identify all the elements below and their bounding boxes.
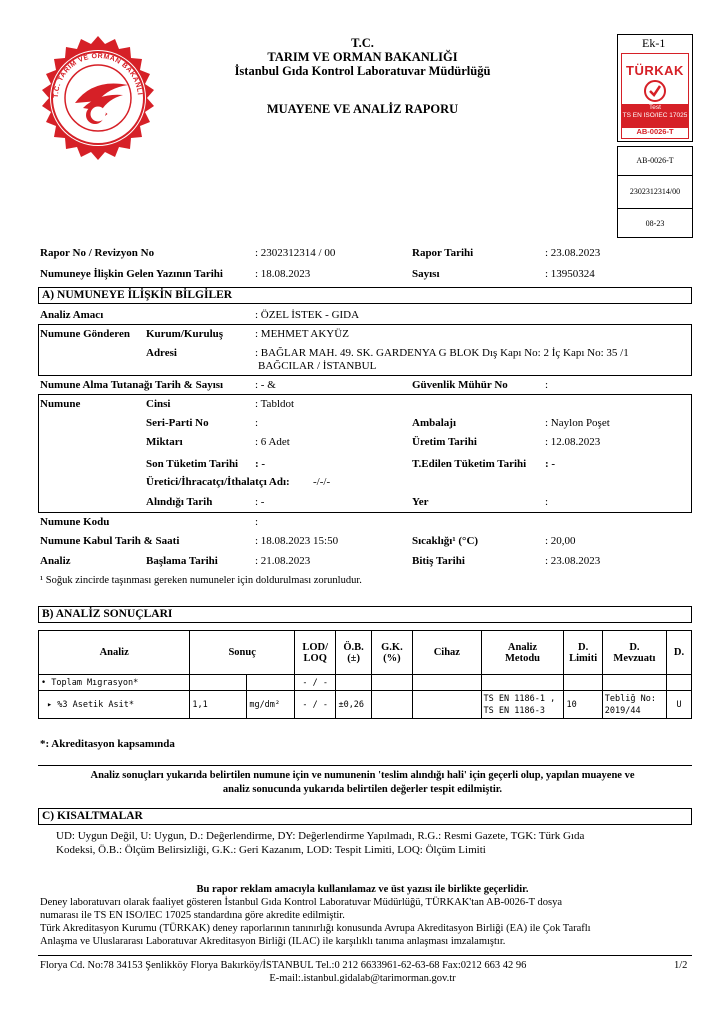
accreditation-box [617, 146, 693, 238]
col-gk: G.K. (%) [371, 631, 412, 675]
kabul: : 18.08.2023 15:50 [255, 535, 339, 547]
svg-text:T.C. TARIM VE ORMAN BAKANLIĞI: T.C. TARIM VE ORMAN BAKANLI [52, 52, 143, 99]
report-title: MUAYENE VE ANALİZ RAPORU [266, 102, 459, 116]
kurum-label: Kurum/Kuruluş [146, 328, 224, 340]
bitis-label: Bitiş Tarihi [412, 555, 465, 567]
footer-email: E-mail:.istanbul.gidalab@tarimorman.gov.tr [269, 973, 456, 984]
numune-box [38, 394, 692, 513]
row-gk [371, 691, 412, 719]
accred-date: 08-23 [645, 219, 665, 228]
t-edilen-label: T.Edilen Tüketim Tarihi [412, 458, 527, 470]
miktar: : 6 Adet [255, 436, 290, 448]
akreditasyon-note: *: Akreditasyon kapsamında [40, 738, 175, 750]
accred-report: 2302312314/00 [618, 176, 692, 209]
analiz-amaci-label: Analiz Amacı [40, 309, 104, 321]
row-mevzuat: Tebliğ No: 2019/44 [602, 691, 666, 719]
baslama-label: Başlama Tarihi [146, 555, 218, 567]
kisaltmalar-line1: UD: Uygun Değil, U: Uygun, D.: Değerlendirme, DY: Değerlendirme Yapılmadı, R.G.: Resmi Gazete, TGK: Türk Gıda [56, 830, 585, 842]
alma: : - & [255, 379, 276, 391]
analiz-amaci: : ÖZEL İSTEK - GIDA [255, 309, 360, 321]
col-mevzuat: D. Mevzuatı [602, 631, 666, 675]
baslama: : 21.08.2023 [255, 555, 311, 567]
kodu: : [255, 516, 259, 528]
adres-line2: BAĞCILAR / İSTANBUL [258, 360, 377, 372]
uretici-label: Üretici/İhracatçı/İthalatçı Adı: [146, 476, 290, 488]
son-tuketim: : - [255, 458, 266, 470]
table-row [39, 675, 692, 691]
row-cihaz [413, 691, 481, 719]
seri: : [255, 417, 259, 429]
son-tuketim-label: Son Tüketim Tarihi [146, 458, 239, 470]
statement-box [38, 765, 692, 766]
row-gk [371, 675, 412, 691]
analiz-label: Analiz [40, 555, 71, 567]
header-lab: İstanbul Gıda Kontrol Laboratuvar Müdürlüğü [234, 64, 491, 78]
ek-label: Ek-1 [642, 36, 666, 50]
disclaimer-line2: numarası ile TS EN ISO/IEC 17025 standardına göre akredite edilmiştir. [40, 910, 345, 921]
turkak-std: TS EN ISO/IEC 17025 [622, 112, 688, 119]
sicaklik-label: Sıcaklığı¹ (°C) [412, 535, 479, 547]
cinsi-label: Cinsi [146, 398, 171, 410]
row-metod [481, 675, 564, 691]
row-lod: - / - [295, 691, 336, 719]
alindigi: : - [255, 496, 265, 508]
accred-code: AB-0026-T [618, 147, 692, 176]
row-mevzuat [602, 675, 666, 691]
kabul-label: Numune Kabul Tarih & Saati [40, 535, 180, 547]
row-birim: mg/dm² [247, 691, 295, 719]
alindigi-label: Alındığı Tarih [146, 496, 213, 508]
rapor-no: : 2302312314 / 00 [255, 247, 336, 259]
numune-label: Numune [40, 398, 81, 410]
kurum: : MEHMET AKYÜZ [255, 328, 349, 340]
sicaklik: : 20,00 [545, 535, 576, 547]
alma-label: Numune Alma Tutanağı Tarih & Sayısı [40, 379, 224, 391]
adres-line1: : BAĞLAR MAH. 49. SK. GARDENYA G BLOK Dış Kapı No: 2 İç Kapı No: 35 /1 [255, 347, 629, 359]
row-birim [247, 675, 295, 691]
row-sonuc [190, 675, 247, 691]
adres-label: Adresi [146, 347, 177, 359]
muhur-label: Güvenlik Mühür No [412, 379, 508, 391]
seri-label: Seri-Parti No [146, 417, 209, 429]
uretim: : 12.08.2023 [545, 436, 601, 448]
col-analiz: Analiz [39, 631, 190, 675]
disclaimer-line3: Türk Akreditasyon Kurumu (TÜRKAK) deney raporlarının tanınırlığı konusunda Avrupa Akreditasyon Birliği (EA) ile Çok Taraflı [40, 923, 591, 934]
yer: : [545, 496, 549, 508]
row-analiz: • Toplam Mıgrasyon* [39, 675, 190, 691]
row-limit [564, 675, 602, 691]
section-c-title: C) KISALTMALAR [38, 808, 692, 825]
header-ministry: TARIM VE ORMAN BAKANLIĞI [267, 50, 458, 64]
checkmark-icon [643, 80, 667, 107]
yazi-tarihi-label: Numuneye İlişkin Gelen Yazının Tarihi [40, 268, 223, 280]
sayisi-label: Sayısı [412, 268, 440, 280]
row-d: U [667, 691, 692, 719]
rapor-tarihi-label: Rapor Tarihi [412, 247, 474, 259]
footnote-soguk-zincir: ¹ Soğuk zincirde taşınması gereken numuneler için doldurulması zorunludur. [40, 575, 362, 586]
statement-line2: analiz sonucunda yukarıda belirtilen değerler tespit edilmiştir. [222, 784, 503, 795]
t-edilen: : - [545, 458, 556, 470]
col-cihaz: Cihaz [413, 631, 481, 675]
turkak-logo [617, 34, 693, 142]
col-lod: LOD/ LOQ [295, 631, 336, 675]
row-d [667, 675, 692, 691]
turkak-code: AB-0026-T [636, 127, 674, 136]
rapor-no-label: Rapor No / Revizyon No [40, 247, 155, 259]
row-ob [336, 675, 371, 691]
disclaimer-line1: Deney laboratuvarı olarak faaliyet gösteren İstanbul Gıda Kontrol Laboratuvar Müdürlüğü, TÜRKAK'tan AB-0026-T dosya [40, 897, 562, 908]
row-lod: - / - [295, 675, 336, 691]
sayisi: : 13950324 [545, 268, 595, 280]
col-sonuc: Sonuç [190, 631, 295, 675]
turkak-test: Test [649, 104, 661, 111]
yer-label: Yer [412, 496, 429, 508]
table-row [39, 691, 692, 719]
disclaimer-line4: Anlaşma ve Uluslararası Laboratuvar Akreditasyon Birliği (ILAC) ile karşılıklı tanıma anlaşması imzalamıştır. [40, 936, 506, 947]
row-sonuc: 1,1 [190, 691, 247, 719]
statement-line1: Analiz sonuçları yukarıda belirtilen numune için ve numunenin 'teslim alındığı hali' için geçerli olup, yapılan muayene ve [90, 770, 635, 781]
uretim-label: Üretim Tarihi [412, 436, 477, 448]
header-tc: T.C. [351, 36, 374, 50]
section-a-title: A) NUMUNEYE İLİŞKİN BİLGİLER [38, 287, 692, 304]
turkak-wordmark: TÜRKAK [626, 63, 684, 78]
ambalaj: : Naylon Poşet [545, 417, 610, 429]
gonderen-label: Numune Gönderen [40, 328, 130, 340]
bitis: : 23.08.2023 [545, 555, 601, 567]
row-metod: TS EN 1186-1 , TS EN 1186-3 [481, 691, 564, 719]
yazi-tarihi: : 18.08.2023 [255, 268, 311, 280]
row-analiz: ▸ %3 Asetik Asit* [39, 691, 190, 719]
rapor-tarihi: : 23.08.2023 [545, 247, 601, 259]
col-limit: D. Limiti [564, 631, 602, 675]
col-d: D. [667, 631, 692, 675]
footer-divider [38, 955, 692, 956]
miktar-label: Miktarı [146, 436, 183, 448]
ambalaj-label: Ambalajı [412, 417, 456, 429]
uretici: -/-/- [313, 476, 331, 488]
cinsi: : Tabldot [255, 398, 295, 410]
muhur: : [545, 379, 549, 391]
section-b-title: B) ANALİZ SONUÇLARI [38, 606, 692, 623]
row-cihaz [413, 675, 481, 691]
footer-address: Florya Cd. No:78 34153 Şenlikköy Florya Bakırköy/İSTANBUL Tel.:0 212 6633961-62-63-68 Fax:0212 663 42 96 [40, 960, 527, 971]
kisaltmalar-line2: Kodeksi, Ö.B.: Ölçüm Belirsizliği, G.K.: Geri Kazanım, LOD: Tespit Limiti, LOQ: Ölçüm Limiti [56, 844, 486, 856]
row-limit: 10 [564, 691, 602, 719]
table-header-row [39, 631, 692, 675]
page-number: 1/2 [674, 960, 688, 971]
disclaimer-bold: Bu rapor reklam amacıyla kullanılamaz ve üst yazısı ile birlikte geçerlidir. [196, 884, 529, 895]
col-metod: Analiz Metodu [481, 631, 564, 675]
kodu-label: Numune Kodu [40, 516, 110, 528]
row-ob: ±0,26 [336, 691, 371, 719]
col-ob: Ö.B. (±) [336, 631, 371, 675]
results-table [38, 630, 692, 719]
